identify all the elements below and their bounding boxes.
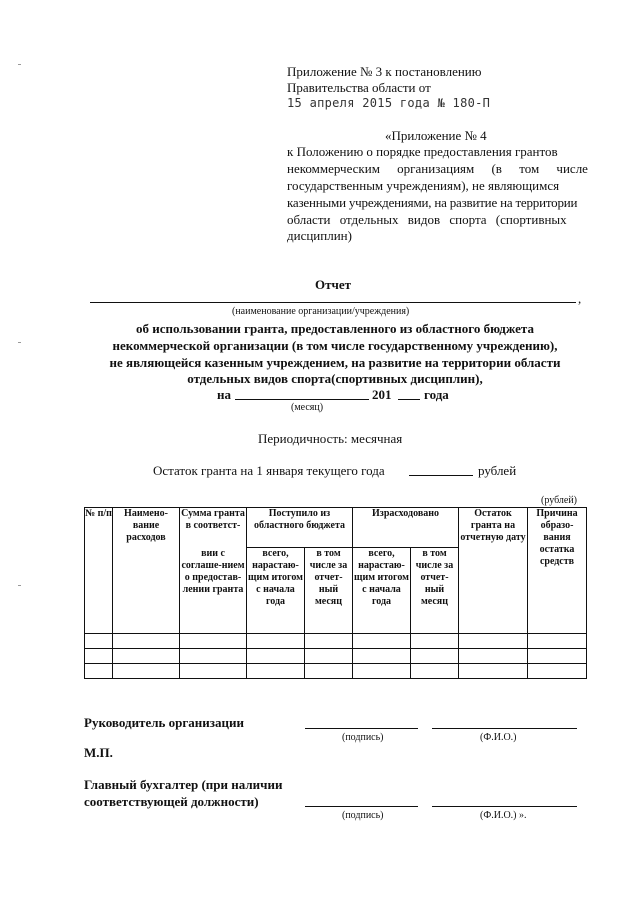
head-label: Руководитель организации — [84, 715, 244, 730]
scan-mark — [18, 342, 21, 343]
col-header-spent: Израсходовано — [353, 508, 459, 548]
appendix4-line — [287, 160, 587, 177]
col-header-sum-top: Сумма гранта в соответст- — [180, 508, 247, 548]
report-subtitle-line: отдельных видов спорта(спортивных дисциплин), — [187, 371, 483, 386]
report-title: Отчет — [315, 277, 351, 292]
periodicity: Периодичность: месячная — [258, 431, 403, 446]
accountant-fio-line — [432, 806, 577, 807]
appendix4-line: государственным учреждениям), не являющимся — [287, 178, 560, 193]
appendix-line-1: Приложение № 3 к постановлению — [287, 64, 482, 79]
accountant-sign-caption: (подпись) — [342, 810, 384, 821]
balance-field — [409, 475, 473, 476]
accountant-label-2: соответствующей должности) — [84, 794, 259, 809]
org-name-caption: (наименование организации/учреждения) — [232, 306, 410, 317]
balance-label: Остаток гранта на 1 января текущего года — [153, 463, 385, 478]
balance-unit: рублей — [478, 463, 517, 478]
appendix4-line-text: некоммерческим организациям (в том числе — [287, 161, 588, 176]
month-field — [235, 399, 369, 400]
stamp-place: М.П. — [84, 745, 113, 760]
col-header-sum-bottom: вии с соглаше-нием о предостав-лении гранта — [180, 548, 247, 634]
col-header-received-total: всего, нарастаю-щим итогом с начала года — [247, 548, 305, 634]
date-on: на — [217, 387, 231, 402]
scan-mark — [18, 64, 21, 65]
registration-stamp: 15 апреля 2015 года № 180-П — [287, 96, 491, 110]
appendix4-line: дисциплин) — [287, 228, 352, 243]
accountant-label-1: Главный бухгалтер (при наличии — [84, 777, 283, 792]
appendix4-line: области отдельных видов спорта (спортивных — [287, 212, 567, 227]
table-row — [85, 649, 587, 664]
year-field — [398, 399, 420, 400]
date-god: года — [424, 387, 449, 402]
table-unit: (рублей) — [541, 495, 578, 506]
date-year: 201 — [372, 387, 392, 402]
report-subtitle-line: об использовании гранта, предоставленного из областного бюджета — [136, 321, 534, 336]
col-header-received-month: в том числе за отчет-ный месяц — [305, 548, 353, 634]
col-header-name: Наимено-вание расходов — [113, 508, 180, 634]
appendix4-title: «Приложение № 4 — [385, 128, 487, 143]
month-caption: (месяц) — [291, 402, 324, 413]
report-subtitle-line: не являющейся казенным учреждением, на развитие на территории области — [109, 355, 561, 370]
head-signature-line — [305, 728, 418, 729]
org-name-comma: , — [578, 291, 582, 306]
head-sign-caption: (подпись) — [342, 732, 384, 743]
col-header-received: Поступило из областного бюджета — [247, 508, 353, 548]
table-row — [85, 664, 587, 679]
scan-mark — [18, 585, 21, 586]
report-subtitle-line: некоммерческой организации (в том числе государственному учреждению), — [112, 338, 558, 353]
col-header-spent-month: в том числе за отчет-ный месяц — [411, 548, 459, 634]
col-header-num: № п/п — [85, 508, 113, 634]
accountant-fio-caption: (Ф.И.О.) ». — [480, 810, 527, 821]
org-name-line — [90, 302, 576, 303]
col-header-balance: Остаток гранта на отчетную дату — [459, 508, 528, 634]
appendix4-line: казенными учреждениями, на развитие на территории — [287, 195, 578, 210]
report-table — [84, 507, 587, 679]
col-header-spent-total: всего, нарастаю-щим итогом с начала года — [353, 548, 411, 634]
appendix-line-2: Правительства области от — [287, 80, 431, 95]
head-fio-caption: (Ф.И.О.) — [480, 732, 517, 743]
col-header-reason: Причина образо-вания остатка средств — [528, 508, 587, 634]
accountant-signature-line — [305, 806, 418, 807]
head-fio-line — [432, 728, 577, 729]
table-row — [85, 634, 587, 649]
appendix4-line: к Положению о порядке предоставления грантов — [287, 144, 558, 159]
